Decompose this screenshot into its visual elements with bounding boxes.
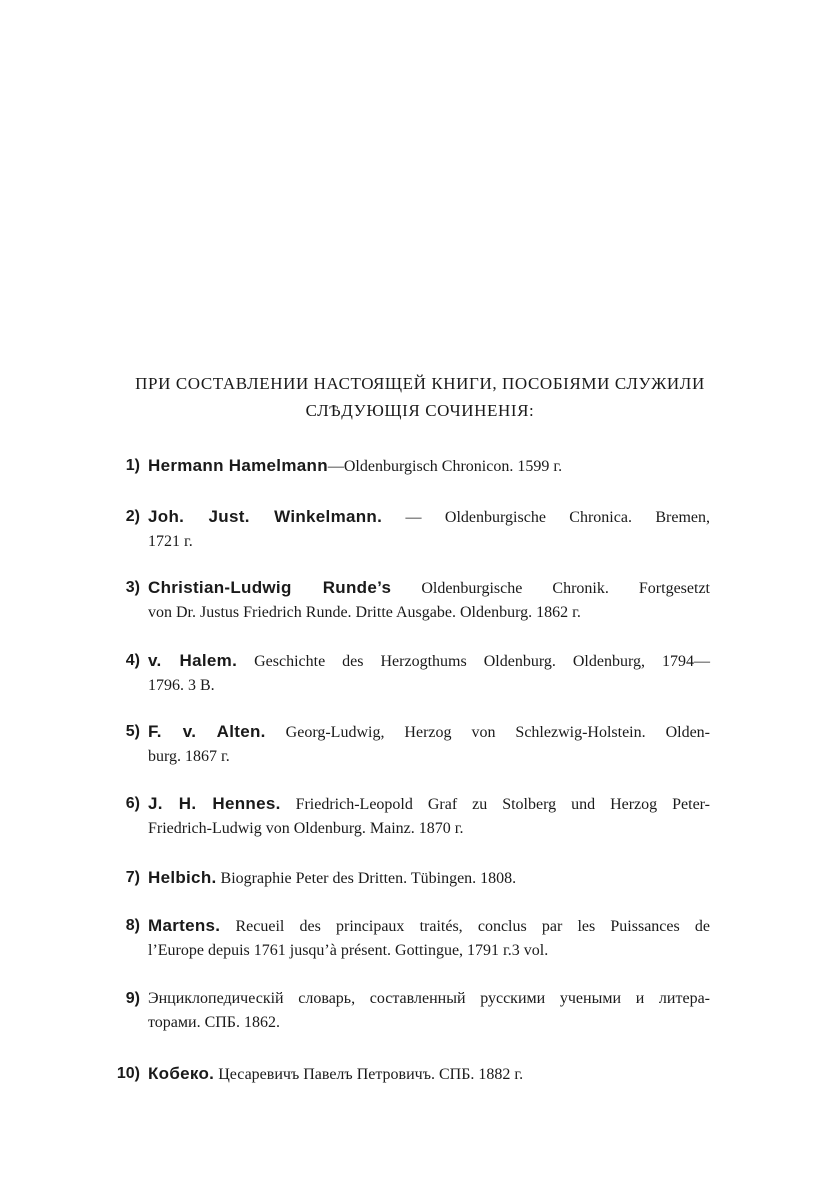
entry-text-line-2: 1721 г. [148, 533, 193, 550]
entry-number: 8) [125, 917, 140, 934]
entry-number: 4) [125, 652, 140, 669]
entry-text-line-1: Geschichte des Herzogthums Oldenburg. Oldenburg, 1794— [237, 653, 710, 670]
entry-author: F. v. Alten. [148, 722, 266, 741]
bibliography-entry [125, 649, 710, 698]
entry-text-line-1: Цесаревичъ Павелъ Петровичъ. СПБ. 1882 г. [214, 1066, 524, 1083]
entry-text-line-2: l’Europe depuis 1761 jusqu’à présent. Gottingue, 1791 г.3 vol. [148, 942, 549, 959]
page-heading-line-2: СЛѢДУЮЩІЯ СОЧИНЕНІЯ: [305, 401, 535, 420]
entry-author: Helbich. [148, 868, 217, 887]
entry-author: Martens. [148, 916, 221, 935]
entry-number: 7) [125, 869, 140, 886]
bibliography-entry [125, 987, 710, 1035]
entry-text-line-1: Oldenburgische Chronik. Fortgesetzt [391, 580, 710, 597]
entry-text-line-1: Энциклопедическій словарь, составленный русскими учеными и литера- [148, 990, 710, 1007]
bibliography-entry [125, 454, 710, 479]
entry-text-line-2: Friedrich-Ludwig von Oldenburg. Mainz. 1870 г. [148, 820, 464, 837]
entry-text-line-2: 1796. 3 В. [148, 677, 215, 694]
entry-number: 3) [125, 579, 140, 596]
entry-number: 1) [125, 457, 140, 474]
bibliography-entry [116, 1062, 710, 1087]
entry-text-line-2: von Dr. Justus Friedrich Runde. Dritte Ausgabe. Oldenburg. 1862 г. [148, 604, 581, 621]
entry-number: 2) [125, 508, 140, 525]
bibliography-entry [125, 576, 710, 625]
bibliography-entry [125, 505, 710, 554]
entry-author: Christian-Ludwig Runde’s [148, 578, 392, 597]
entry-text-line-2: торами. СПБ. 1862. [148, 1014, 280, 1031]
entry-author: Кобеко. [148, 1064, 215, 1083]
entry-text-line-1: — Oldenburgische Chronica. Bremen, [382, 509, 710, 526]
bibliography-entry [125, 914, 710, 963]
entry-number: 5) [125, 723, 140, 740]
entry-author: v. Halem. [148, 651, 238, 670]
entry-number: 9) [125, 990, 140, 1007]
entry-text-line-1: Biographie Peter des Dritten. Tübingen. 1808. [216, 870, 517, 887]
entry-text-line-1: Georg-Ludwig, Herzog von Schlezwig-Holstein. Olden- [265, 724, 710, 741]
entry-author: J. H. Hennes. [148, 794, 281, 813]
page-heading-line-1: ПРИ СОСТАВЛЕНИИ НАСТОЯЩЕЙ КНИГИ, ПОСОБІЯМИ СЛУЖИЛИ [135, 374, 705, 393]
entry-text-line-1: Recueil des principaux traités, conclus par les Puissances de [220, 918, 710, 935]
bibliography-entry [125, 720, 710, 769]
entry-author: Hermann Hamelmann [148, 456, 328, 475]
entry-author: Joh. Just. Winkelmann. [148, 507, 383, 526]
bibliography-entry [125, 866, 710, 891]
entry-number: 6) [125, 795, 140, 812]
entry-number: 10) [116, 1065, 140, 1082]
entry-text-line-1: Friedrich-Leopold Graf zu Stolberg und Herzog Peter- [280, 796, 711, 813]
bibliography-entry [125, 792, 711, 841]
entry-text-line-2: burg. 1867 г. [148, 748, 230, 765]
entry-text-line-1: —Oldenburgisch Chronicon. 1599 г. [327, 458, 563, 475]
